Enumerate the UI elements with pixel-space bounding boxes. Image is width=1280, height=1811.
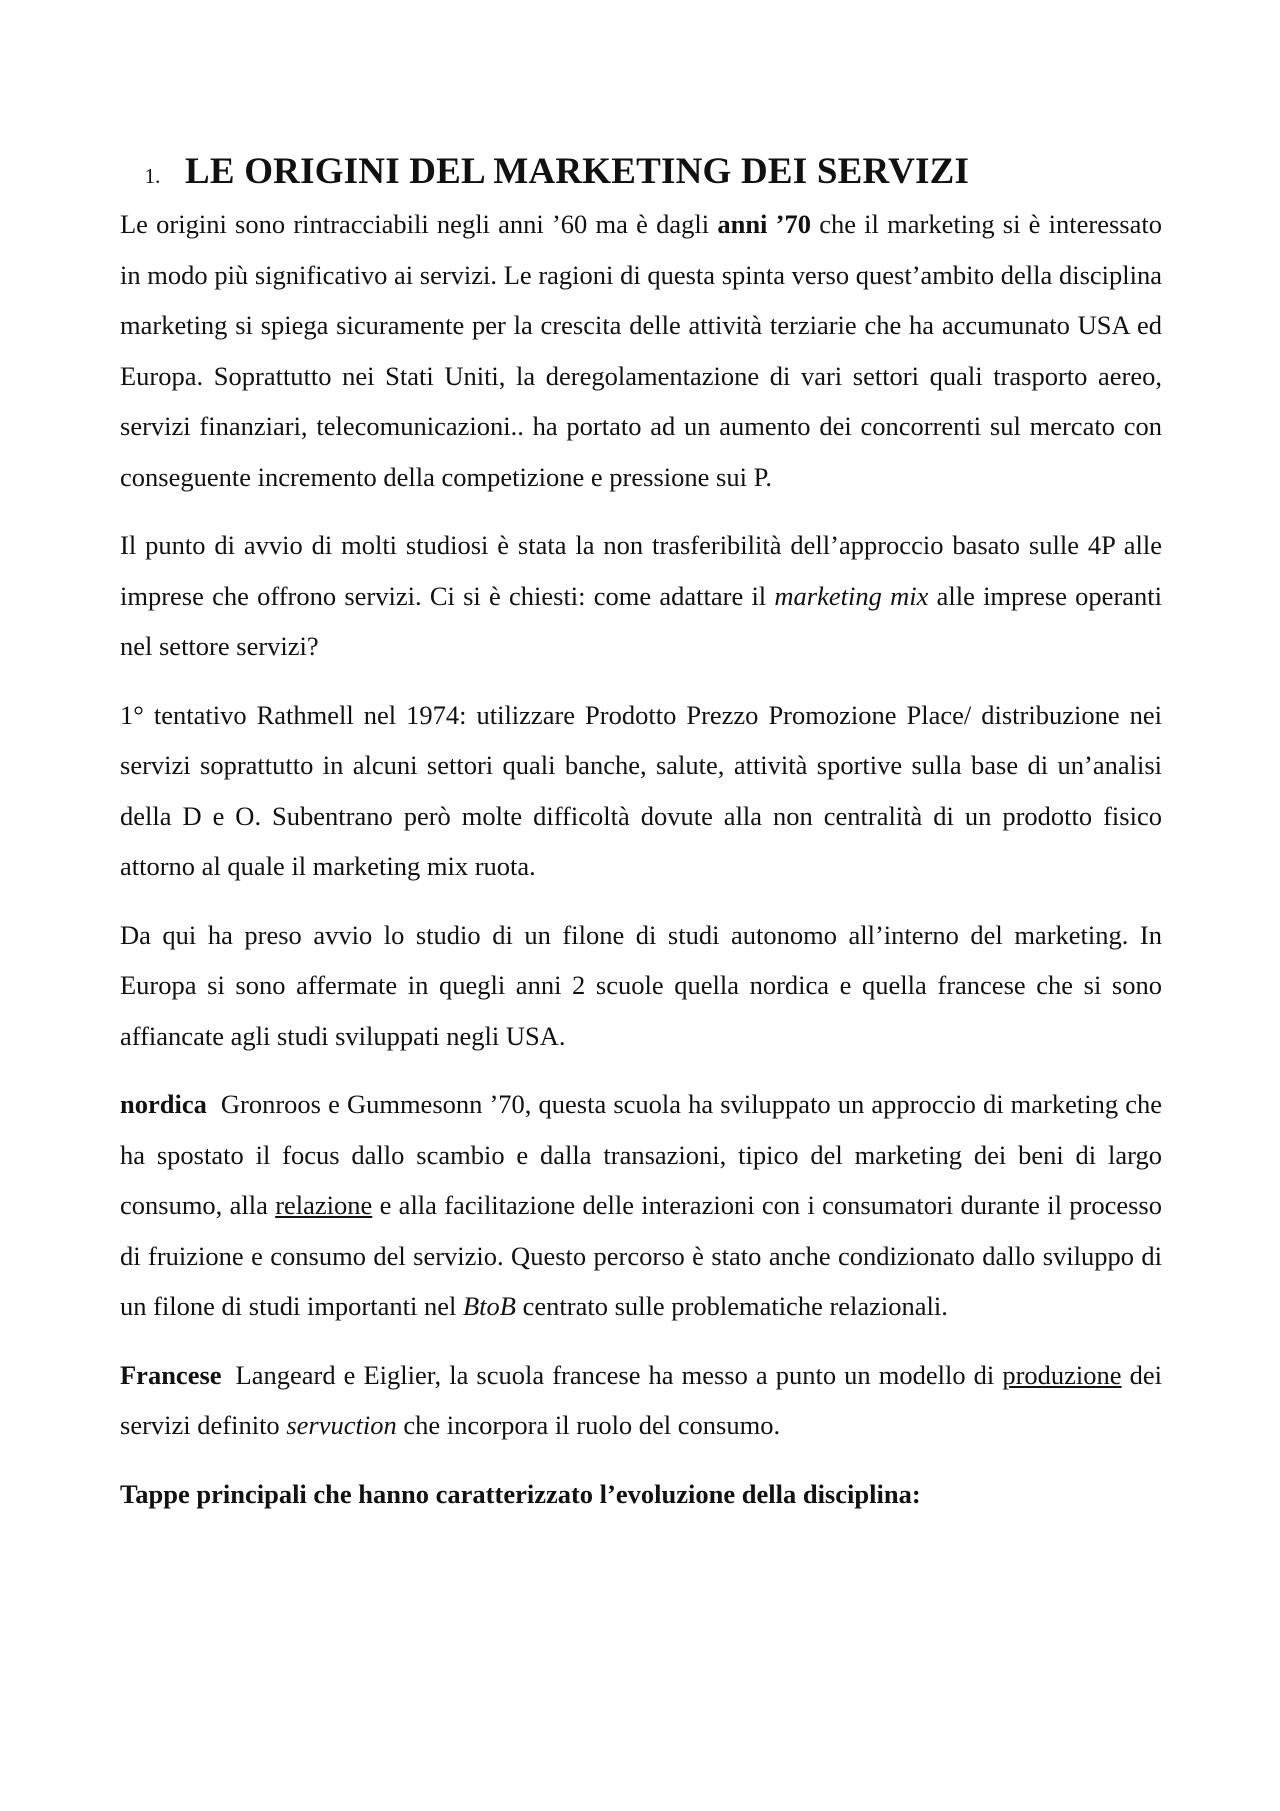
p2-text-a: Il punto di avvio di molti studiosi è stata la non trasferibilità dell’approccio basato sulle 4P alle imprese che offrono servizi. Ci si è chiesti: come adattare il — [120, 530, 1162, 611]
p5-text-d: e alla facilitazione delle interazioni con i consumatori durante il processo di fruizione e consumo del servizio. Questo percorso è stato anche condizionato dallo sviluppo di un filone di studi importanti nel — [120, 1190, 1162, 1321]
paragraph-4p — [120, 520, 1162, 672]
p6-text-b: Langeard e Eiglier, la scuola francese ha messo a punto un modello di — [235, 1359, 1003, 1390]
p1-text-a: Le origini sono rintracciabili negli anni ’60 ma è dagli — [120, 209, 718, 239]
document-page — [120, 150, 1162, 1537]
paragraph-tappe-heading: Tappe principali che hanno caratterizzato l’evoluzione della disciplina: — [120, 1478, 921, 1509]
heading-title: LE ORIGINI DEL MARKETING DEI SERVIZI — [185, 151, 970, 192]
paragraph-nordica — [120, 1079, 1162, 1332]
p5-bold-nordica: nordica — [120, 1089, 207, 1119]
p2-italic-marketing-mix: marketing mix — [774, 580, 929, 611]
section-heading — [120, 150, 1162, 193]
p5-text-b: Gronroos e Gummesonn ’70, questa scuola ha sviluppato un approccio di marketing che ha spostato il focus dallo scambio e dalla transazioni, tipico del marketing dei beni di largo consumo, alla — [120, 1089, 1162, 1220]
p2-text-c: alle imprese operanti nel settore servizi? — [120, 580, 1163, 661]
paragraph-rathmell: 1° tentativo Rathmell nel 1974: utilizzare Prodotto Prezzo Promozione Place/ distribuzione nei servizi soprattutto in alcuni settori quali banche, salute, attività sportive sulla base di un’analisi della D e O. Subentrano però molte difficoltà dovute alla non centralità di un prodotto fisico attorno al quale il marketing mix ruota. — [120, 699, 1162, 881]
p6-italic-servuction: servuction — [286, 1410, 397, 1440]
p5-underline-relazione: relazione — [275, 1190, 373, 1220]
p6-bold-francese: Francese — [120, 1359, 222, 1390]
paragraph-francese — [120, 1350, 1162, 1451]
p6-text-f: che incorpora il ruolo del consumo. — [396, 1410, 781, 1440]
p5-italic-btob: BtoB — [463, 1291, 516, 1321]
paragraph-schools: Da qui ha preso avvio lo studio di un filone di studi autonomo all’interno del marketing. In Europa si sono affermate in quegli anni 2 scuole quella nordica e quella francese che si sono affiancate agli studi sviluppati negli USA. — [120, 919, 1162, 1051]
p1-text-c: che il marketing si è interessato in modo più significativo ai servizi. Le ragioni di questa spinta verso quest’ambito della disciplina marketing si spiega sicuramente per la crescita delle attività terziarie che ha accumunato USA ed Europa. Soprattutto nei Stati Uniti, la deregolamentazione di vari settori quali trasporto aereo, servizi finanziari, telecomunicazioni.. ha portato ad un aumento dei concorrenti sul mercato con conseguente incremento della competizione e pressione sui P. — [120, 209, 1162, 492]
p6-underline-produzione: produzione — [1002, 1359, 1122, 1390]
p1-bold-anni-70: anni ’70 — [717, 209, 811, 239]
p5-text-f: centrato sulle problematiche relazionali. — [516, 1291, 948, 1321]
p6-text-d: dei servizi definito — [120, 1359, 1163, 1440]
heading-number: 1. — [144, 164, 161, 188]
paragraph-origins — [120, 199, 1162, 502]
